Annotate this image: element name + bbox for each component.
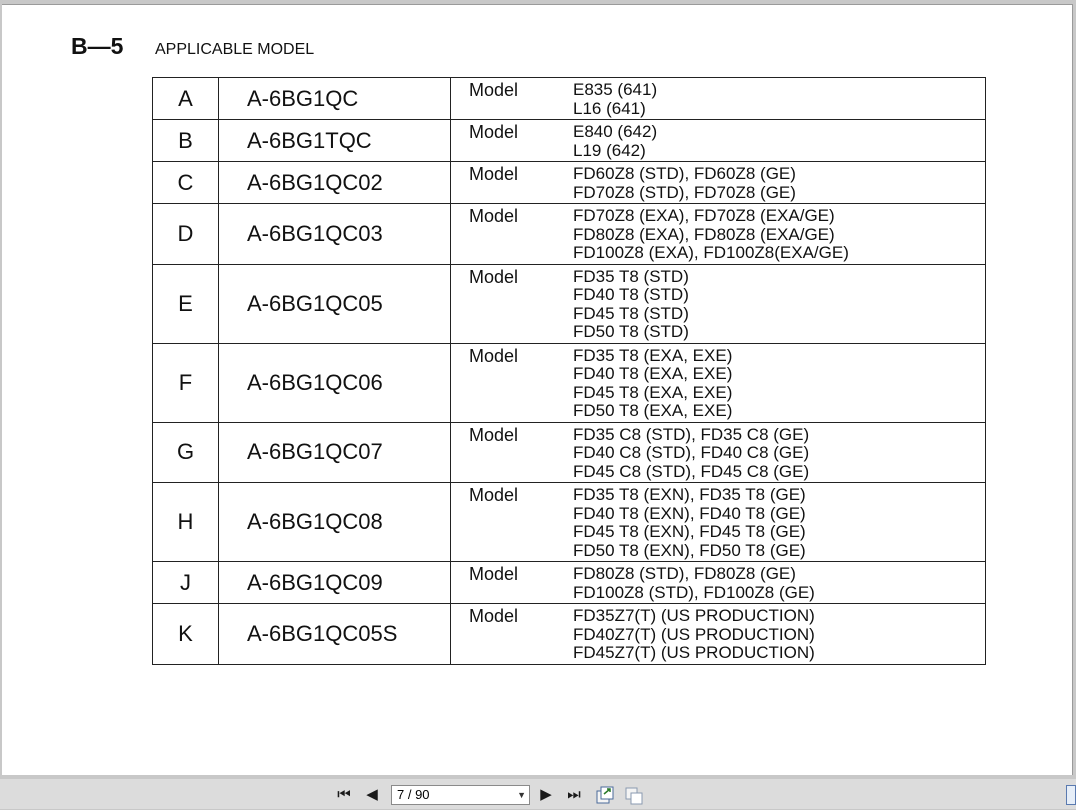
model-entry: FD35 C8 (STD), FD35 C8 (GE): [573, 424, 810, 444]
first-page-icon[interactable]: ⏮: [337, 786, 351, 803]
model-entry: FD45Z7(T) (US PRODUCTION): [573, 643, 815, 662]
model-cell: [451, 78, 986, 120]
model-row: [153, 204, 986, 265]
viewer-toolbar: [0, 779, 1076, 809]
model-entry: FD80Z8 (STD), FD80Z8 (GE): [573, 564, 796, 583]
model-entry: FD100Z8 (EXA), FD100Z8(EXA/GE): [573, 243, 849, 262]
row-letter: C: [153, 162, 219, 204]
model-entry: FD40 T8 (STD): [573, 285, 689, 304]
row-letter: G: [153, 422, 219, 483]
model-label: Model: [469, 80, 519, 100]
row-letter: E: [153, 264, 219, 343]
model-row: [153, 604, 986, 665]
applicable-model-table: [152, 77, 986, 665]
document-page: [2, 4, 1073, 775]
model-entry: L19 (642): [573, 140, 646, 160]
row-letter: D: [153, 204, 219, 265]
model-cell: [451, 264, 986, 343]
model-cell: [451, 422, 986, 483]
model-row: [153, 78, 986, 120]
model-entry: FD50 T8 (EXA, EXE): [573, 401, 733, 420]
model-entry: FD100Z8 (STD), FD100Z8 (GE): [573, 582, 815, 602]
model-list: [573, 483, 985, 561]
model-list: [573, 204, 985, 264]
model-entry: FD70Z8 (EXA), FD70Z8 (EXA/GE): [573, 206, 835, 225]
model-entry: FD35 T8 (EXA, EXE): [573, 345, 733, 365]
model-cell: [451, 343, 986, 422]
model-entry: FD60Z8 (STD), FD60Z8 (GE): [573, 164, 796, 183]
model-entry: FD50 T8 (EXN), FD50 T8 (GE): [573, 540, 806, 560]
model-entry: FD80Z8 (EXA), FD80Z8 (EXA/GE): [573, 224, 835, 244]
model-row: [153, 120, 986, 162]
export-page-icon[interactable]: [595, 785, 615, 805]
model-row: [153, 483, 986, 562]
model-list: [573, 265, 985, 343]
model-list: [573, 604, 985, 664]
model-label: Model: [469, 564, 519, 584]
model-row: [153, 422, 986, 483]
engine-code: A-6BG1QC09: [219, 562, 451, 604]
model-row: [153, 162, 986, 204]
model-label: Model: [469, 266, 519, 287]
previous-page-icon[interactable]: ◀: [366, 786, 378, 803]
model-entry: FD40 C8 (STD), FD40 C8 (GE): [573, 443, 810, 462]
chevron-down-icon: ▼: [517, 790, 526, 800]
model-label: Model: [469, 424, 519, 445]
model-entry: FD35Z7(T) (US PRODUCTION): [573, 606, 815, 625]
engine-code: A-6BG1QC02: [219, 162, 451, 204]
model-entry: E840 (642): [573, 122, 658, 141]
model-entry: FD35 T8 (STD): [573, 266, 689, 286]
model-entry: FD70Z8 (STD), FD70Z8 (GE): [573, 182, 796, 202]
model-label: Model: [469, 485, 519, 505]
last-page-icon[interactable]: ⏭: [567, 786, 581, 803]
row-letter: K: [153, 604, 219, 665]
engine-code: A-6BG1QC03: [219, 204, 451, 265]
model-entry: L16 (641): [573, 98, 646, 118]
model-entry: FD45 T8 (EXN), FD45 T8 (GE): [573, 522, 806, 541]
model-cell: [451, 120, 986, 162]
model-list: [573, 120, 985, 161]
model-list: [573, 162, 985, 203]
next-page-icon[interactable]: ▶: [540, 786, 552, 803]
model-list: [573, 423, 985, 483]
model-cell: [451, 604, 986, 665]
page-indicator: 7 / 90: [397, 787, 430, 802]
model-entry: E835 (641): [573, 80, 658, 99]
model-entry: FD35 T8 (EXN), FD35 T8 (GE): [573, 485, 806, 504]
model-cell: [451, 562, 986, 604]
model-entry: FD45 T8 (EXA, EXE): [573, 382, 733, 402]
engine-code: A-6BG1QC: [219, 78, 451, 120]
model-label: Model: [469, 206, 519, 226]
model-row: [153, 343, 986, 422]
engine-code: A-6BG1QC05: [219, 264, 451, 343]
model-cell: [451, 483, 986, 562]
model-entry: FD40 T8 (EXA, EXE): [573, 364, 733, 383]
engine-code: A-6BG1QC05S: [219, 604, 451, 665]
page-number-select[interactable]: [391, 785, 530, 805]
engine-code: A-6BG1QC06: [219, 343, 451, 422]
engine-code: A-6BG1QC07: [219, 422, 451, 483]
section-title: APPLICABLE MODEL: [155, 41, 315, 58]
model-label: Model: [469, 345, 519, 366]
model-entry: FD40 T8 (EXN), FD40 T8 (GE): [573, 503, 806, 523]
row-letter: J: [153, 562, 219, 604]
model-list: [573, 562, 985, 603]
model-row: [153, 562, 986, 604]
model-entry: FD45 C8 (STD), FD45 C8 (GE): [573, 461, 810, 481]
model-entry: FD50 T8 (STD): [573, 322, 689, 341]
model-label: Model: [469, 606, 519, 626]
model-row: [153, 264, 986, 343]
engine-code: A-6BG1QC08: [219, 483, 451, 562]
section-number: B—5: [71, 33, 124, 59]
model-entry: FD40Z7(T) (US PRODUCTION): [573, 624, 815, 644]
engine-code: A-6BG1TQC: [219, 120, 451, 162]
model-list: [573, 78, 985, 119]
model-cell: [451, 162, 986, 204]
row-letter: H: [153, 483, 219, 562]
row-letter: A: [153, 78, 219, 120]
model-list: [573, 344, 985, 422]
sidebar-toggle-icon[interactable]: [1066, 785, 1076, 805]
copy-page-icon[interactable]: [624, 785, 644, 805]
row-letter: B: [153, 120, 219, 162]
model-entry: FD45 T8 (STD): [573, 303, 689, 323]
model-label: Model: [469, 164, 519, 184]
model-cell: [451, 204, 986, 265]
row-letter: F: [153, 343, 219, 422]
model-label: Model: [469, 122, 519, 142]
